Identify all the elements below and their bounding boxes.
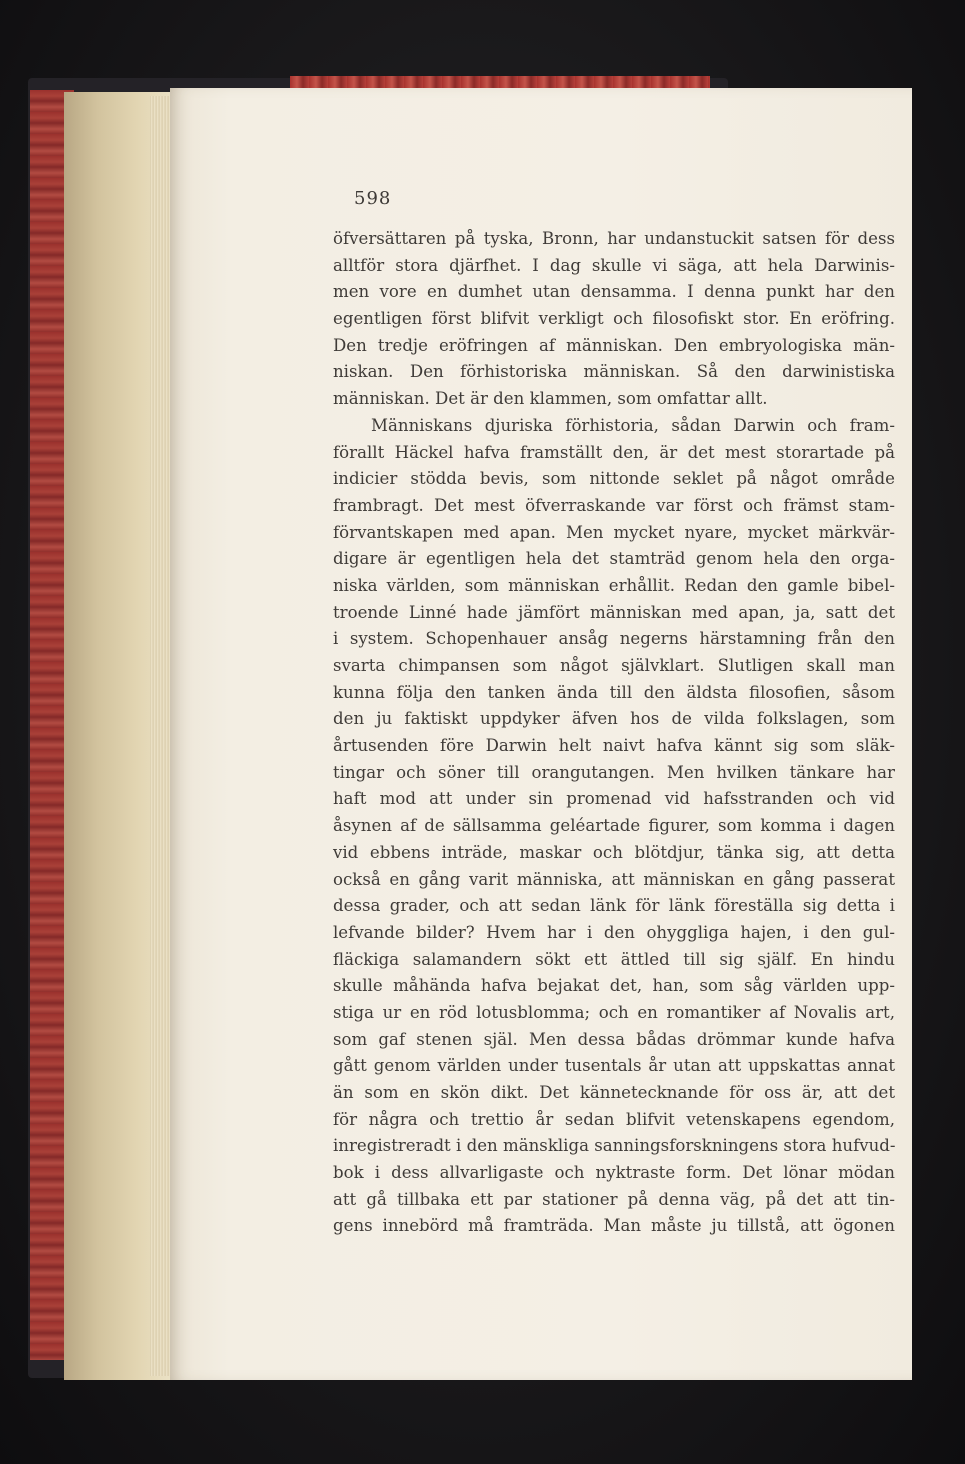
- text-line: tingar och söner till orangutangen. Men hvilken tänkare har: [333, 762, 895, 782]
- text-line: för några och trettio år sedan blifvit vetenskapens egendom,: [333, 1109, 895, 1129]
- text-line: inregistreradt i den mänskliga sanningsforskningens stora hufvud-: [333, 1136, 896, 1156]
- text-line: vid ebbens inträde, maskar och blötdjur, tänka sig, att detta: [333, 842, 895, 862]
- text-line: frambragt. Det mest öfverraskande var först och främst stam-: [333, 495, 895, 515]
- text-line: årtusenden före Darwin helt naivt hafva kännt sig som släk-: [333, 736, 895, 756]
- text-line: skulle måhända hafva bejakat det, han, som såg världen upp-: [333, 976, 895, 996]
- text-line: som gaf stenen själ. Men dessa bådas drömmar kunde hafva: [333, 1029, 895, 1049]
- text-line: gått genom världen under tusentals år utan att uppskattas annat: [333, 1056, 895, 1076]
- text-line: men vore en dumhet utan densamma. I denna punkt har den: [333, 282, 895, 302]
- text-line: Människans djuriska förhistoria, sådan Darwin och fram-: [371, 415, 895, 435]
- text-line: svarta chimpansen som något självklart. Slutligen skall man: [333, 656, 895, 675]
- text-line: dessa grader, och att sedan länk för länk föreställa sig detta i: [333, 896, 895, 916]
- text-line: haft mod att under sin promenad vid hafsstranden och vid: [333, 789, 895, 809]
- text-line: förvantskapen med apan. Men mycket nyare, mycket märkvär-: [333, 522, 895, 542]
- text-line: människan. Det är den klammen, som omfattar allt.: [333, 389, 768, 409]
- text-line: kunna följa den tanken ända till den äldsta filosofien, såsom: [333, 682, 895, 702]
- text-line: att gå tillbaka ett par stationer på denna väg, på det att tin-: [333, 1189, 895, 1209]
- text-line: den ju faktiskt uppdyker äfven hos de vilda folkslagen, som: [333, 709, 895, 729]
- text-line: också en gång varit människa, att människan en gång passerat: [333, 869, 895, 889]
- text-line: lefvande bilder? Hvem har i den ohyggliga hajen, i den gul-: [333, 922, 895, 942]
- text-line: åsynen af de sällsamma geléartade figurer, som komma i dagen: [333, 816, 895, 836]
- page-body-text: [333, 226, 895, 1240]
- text-line: egentligen först blifvit verkligt och filosofiskt stor. En eröfring.: [333, 309, 895, 329]
- text-line: niskan. Den förhistoriska människan. Så den darwinistiska: [333, 362, 895, 382]
- text-line: alltför stora djärfhet. I dag skulle vi säga, att hela Darwinis-: [333, 255, 895, 275]
- text-line: fläckiga salamandern sökt ett ättled till sig själf. En hindu: [333, 949, 895, 969]
- page-number: 598: [354, 188, 392, 209]
- text-line: troende Linné hade jämfört människan med apan, ja, satt det: [333, 602, 895, 622]
- text-line: förallt Häckel hafva framställt den, är det mest storartade på: [333, 442, 895, 462]
- text-line: öfversättaren på tyska, Bronn, har undanstuckit satsen för dess: [333, 229, 895, 248]
- text-line: indicier stödda bevis, som nittonde seklet på något område: [333, 469, 895, 489]
- text-line: bok i dess allvarligaste och nyktraste form. Det lönar mödan: [333, 1163, 895, 1183]
- text-line: niska världen, som människan erhållit. Redan den gamle bibel-: [333, 575, 895, 595]
- text-line: i system. Schopenhauer ansåg negerns härstamning från den: [333, 629, 895, 649]
- text-line: digare är egentligen hela det stamträd genom hela den orga-: [333, 549, 895, 569]
- text-line: än som en skön dikt. Det kännetecknande för oss är, att det: [333, 1083, 895, 1102]
- text-line: gens innebörd må framträda. Man måste ju tillstå, att ögonen: [333, 1216, 895, 1236]
- text-line: stiga ur en röd lotusblomma; och en romantiker af Novalis art,: [333, 1002, 895, 1022]
- text-line: Den tredje eröfringen af människan. Den embryologiska män-: [333, 335, 895, 355]
